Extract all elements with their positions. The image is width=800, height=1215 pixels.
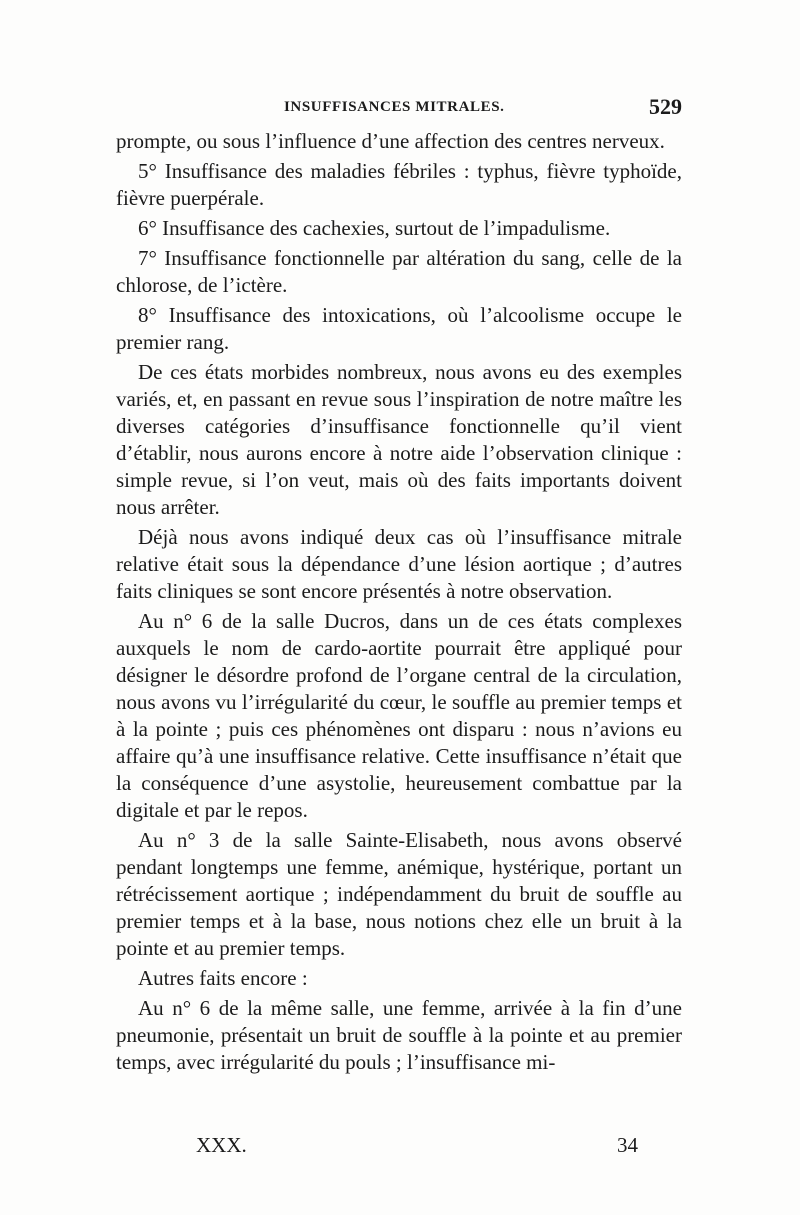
paragraph-etats-morbides: De ces états morbides nombreux, nous avons eu des exemples variés, et, en passant en revue sous l’inspiration de notre maître les diverses catégories d’insuffisance fonctionnelle qu’il vient d’établir, nous aurons encore à notre aide l’observation clinique : simple revue, si l’on veut, mais où des faits importants doivent nous arrêter.: [116, 360, 682, 519]
paragraph-item-7: 7° Insuffisance fonctionnelle par altération du sang, celle de la chlorose, de l’ictère.: [116, 246, 682, 297]
paragraph-item-6: 6° Insuffisance des cachexies, surtout de l’impadulisme.: [138, 216, 611, 240]
signature-mark: XXX.: [196, 1133, 247, 1157]
running-title: INSUFFISANCES MITRALES.: [284, 99, 505, 115]
paragraph-item-5: 5° Insuffisance des maladies fébriles : typhus, fièvre typhoïde, fièvre puerpérale.: [116, 159, 682, 210]
sheet-number: 34: [617, 1133, 638, 1157]
paragraph-deja: Déjà nous avons indiqué deux cas où l’insuffisance mitrale relative était sous la dépendance d’une lésion aortique ; d’autres faits cliniques se sont encore présentés à notre observation.: [116, 525, 682, 603]
paragraph-continuation: prompte, ou sous l’influence d’une affection des centres nerveux.: [116, 129, 665, 153]
page-footer: [116, 1133, 682, 1161]
paragraph-sainte-elisabeth: Au n° 3 de la salle Sainte-Elisabeth, nous avons observé pendant longtemps une femme, anémique, hystérique, portant un rétrécissement aortique ; indépendamment du bruit de souffle au premier temps et à la base, nous notions chez elle un bruit à la pointe et au premier temps.: [116, 828, 682, 960]
page-number: 529: [649, 94, 682, 119]
paragraph-meme-salle: Au n° 6 de la même salle, une femme, arrivée à la fin d’une pneumonie, présentait un bruit de souffle à la pointe et au premier temps, avec irrégularité du pouls ; l’insuffisance mi-: [116, 996, 682, 1074]
page-header: [116, 96, 682, 122]
body-text: [116, 128, 682, 1079]
paragraph-salle-ducros: Au n° 6 de la salle Ducros, dans un de ces états complexes auxquels le nom de cardo-aortite pourrait être appliqué pour désigner le désordre profond de l’organe central de la circulation, nous avons vu l’irrégularité du cœur, le souffle au premier temps et à la pointe ; puis ces phénomènes ont disparu : nous n’avions eu affaire qu’à une insuffisance relative. Cette insuffisance n’était que la conséquence d’une asystolie, heureusement combattue par la digitale et par le repos.: [116, 609, 682, 822]
paragraph-autres-faits: Autres faits encore :: [138, 966, 308, 990]
paragraph-item-8: 8° Insuffisance des intoxications, où l’alcoolisme occupe le premier rang.: [116, 303, 682, 354]
